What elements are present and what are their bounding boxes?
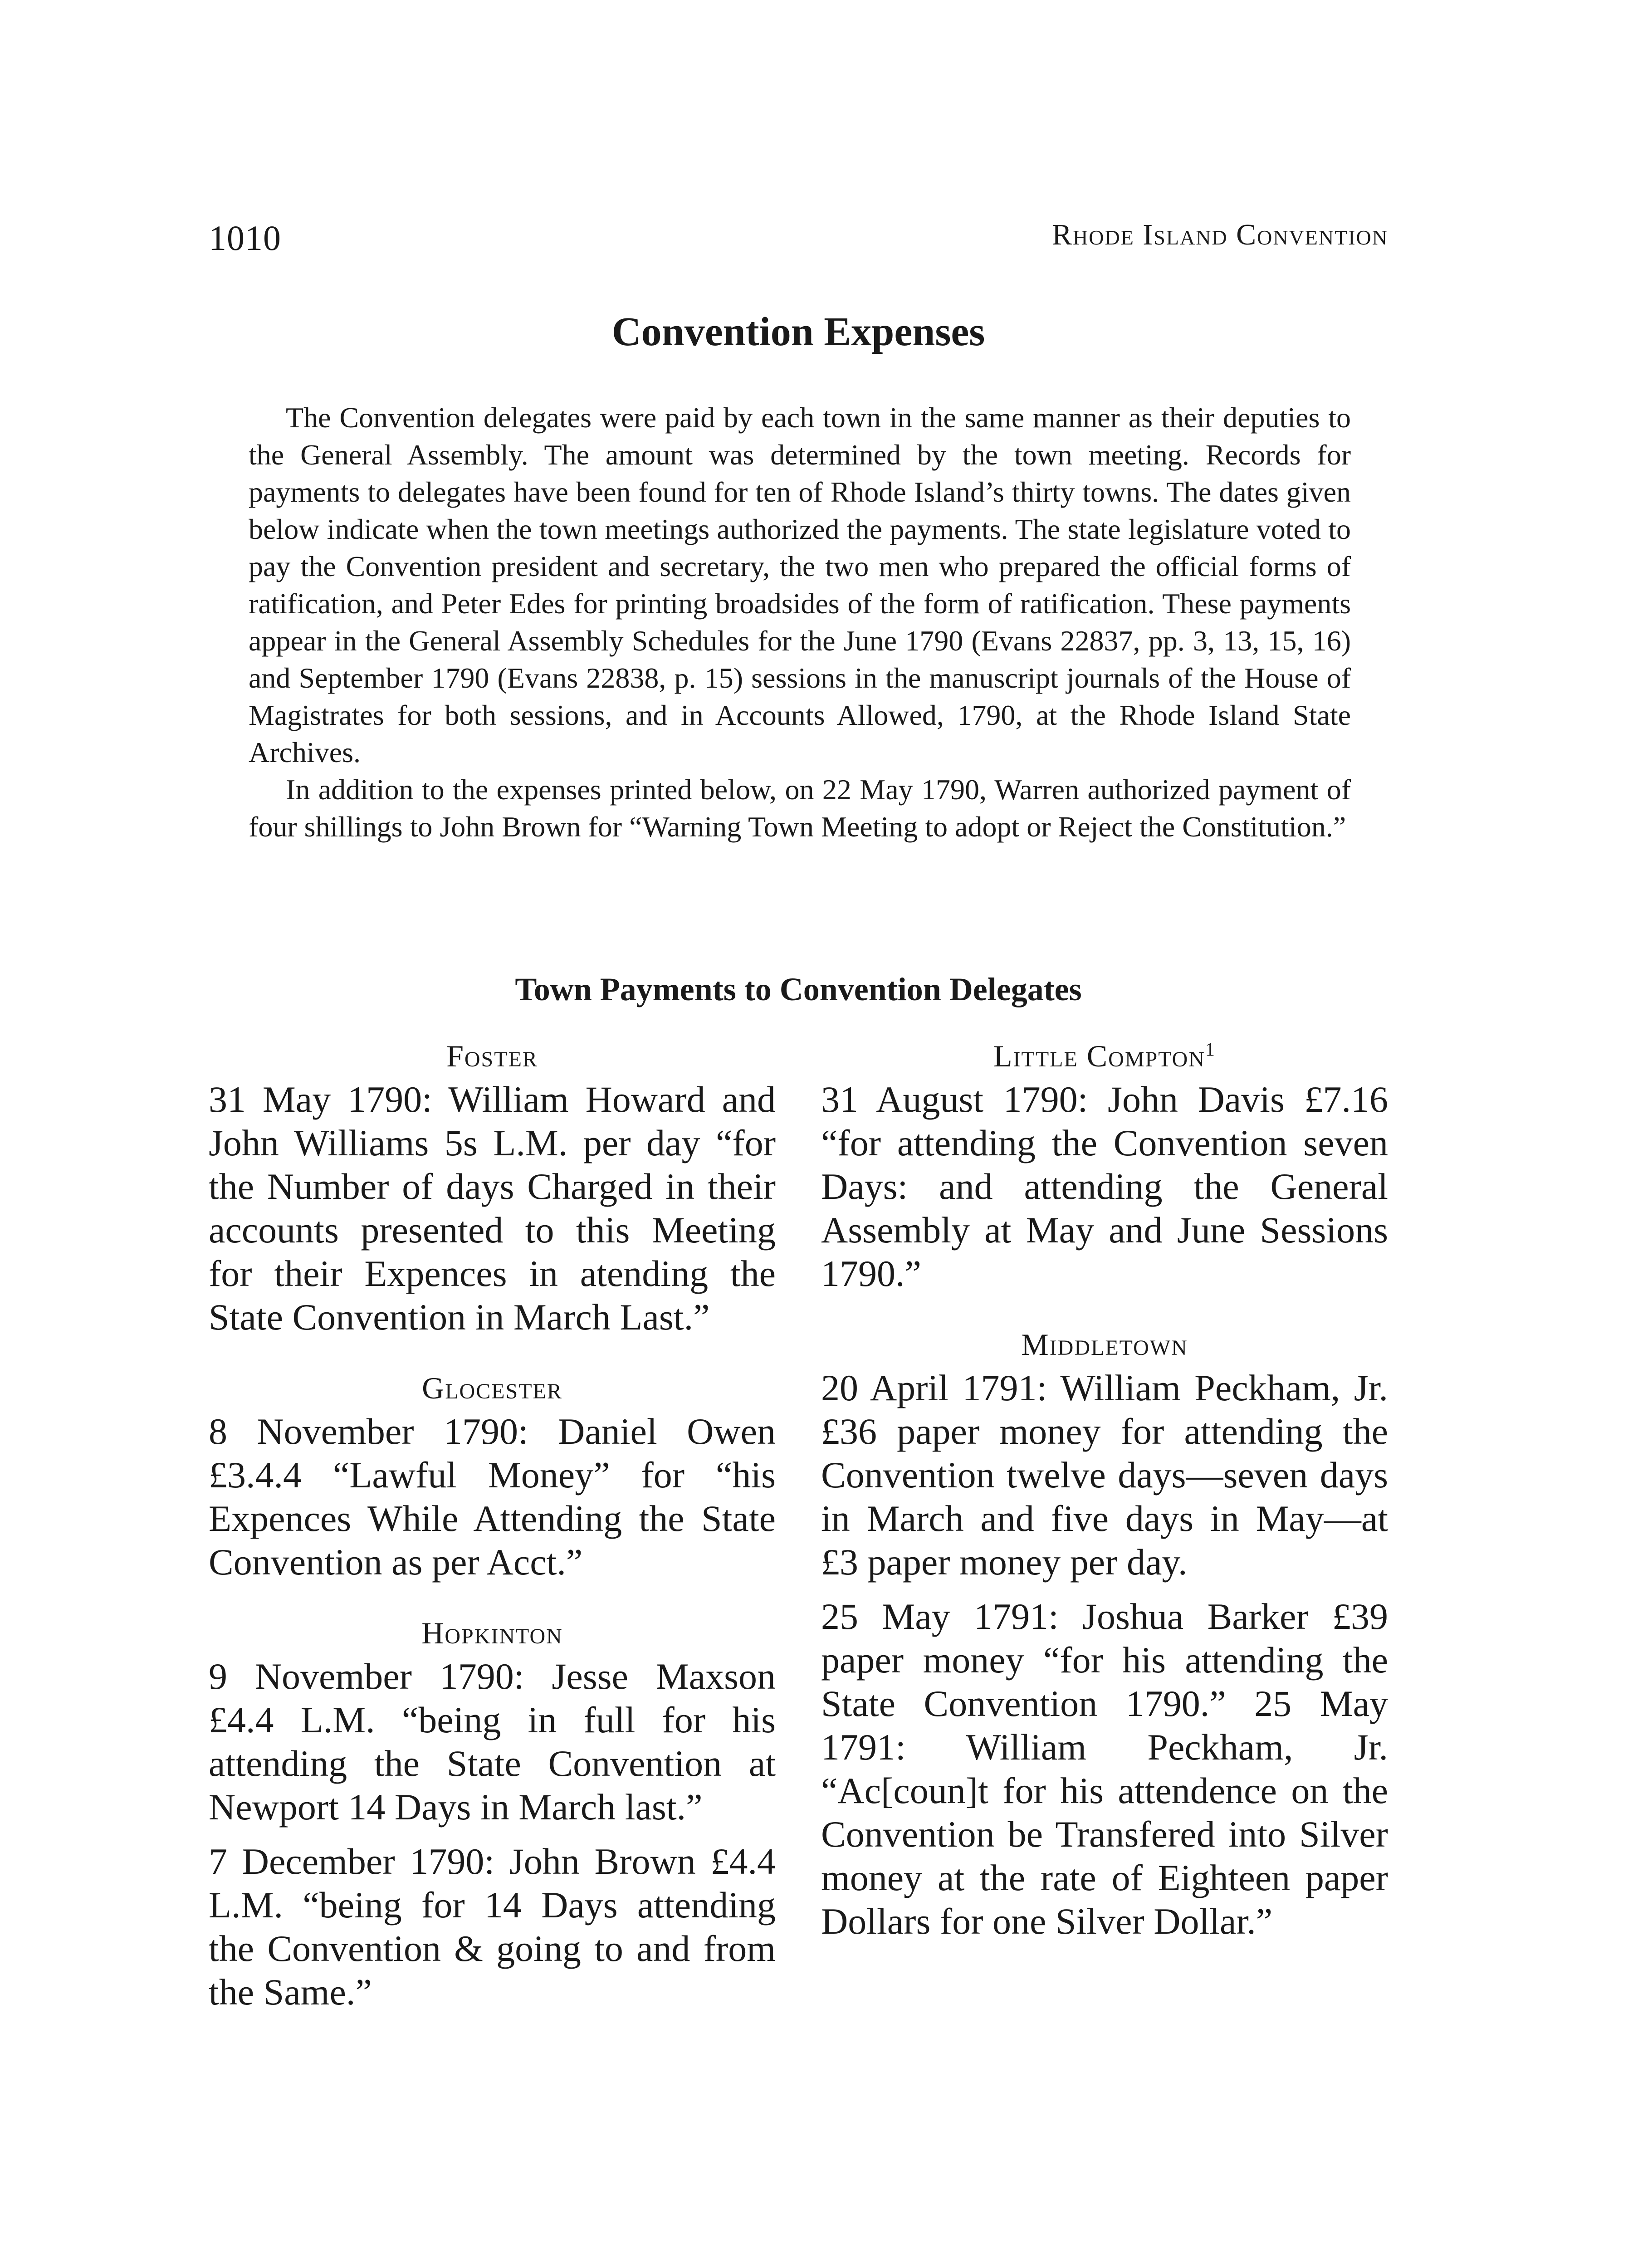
- town-heading-little-compton: [821, 1034, 1388, 1078]
- right-column: [821, 1034, 1388, 1954]
- payment-entry: 31 August 1790: John Davis £7.16 “for attending the Convention seven Days: and attending the General Assembly at May and June Sessions 1790.”: [821, 1079, 1388, 1294]
- intro-text: [249, 399, 1351, 846]
- payment-entry: 20 April 1791: William Peckham, Jr. £36 paper money for attending the Convention twelve days—seven days in March and five days in May—at £3 paper money per day.: [821, 1367, 1388, 1583]
- running-title: Rhode Island Convention: [1052, 218, 1388, 251]
- town-heading-foster: Foster: [446, 1039, 538, 1073]
- intro-paragraph: The Convention delegates were paid by each town in the same manner as their deputies to the General Assembly. The amount was determined by the town meeting. Records for payments to delegates have been found for ten of Rhode Island’s thirty towns. The dates given below indicate when the town meetings authorized the payments. The state legislature voted to pay the Convention president and secretary, the two men who prepared the official forms of ratification, and Peter Edes for printing broadsides of the form of ratification. These payments appear in the General Assembly Schedules for the June 1790 (Evans 22837, pp. 3, 13, 15, 16) and September 1790 (Evans 22838, p. 15) sessions in the manuscript journals of the House of Magistrates for both sessions, and in Accounts Allowed, 1790, at the Rhode Island State Archives.: [249, 401, 1351, 768]
- running-head: [209, 218, 1388, 259]
- subsection-title: Town Payments to Convention Delegates: [515, 971, 1082, 1007]
- town-name: Little Compton: [993, 1039, 1205, 1073]
- left-column: [209, 1034, 776, 2025]
- town-heading-glocester: Glocester: [422, 1371, 562, 1405]
- page-number: 1010: [209, 218, 281, 258]
- payment-entry: 7 December 1790: John Brown £4.4 L.M. “being for 14 Days attending the Convention & going to and from the Same.”: [209, 1841, 776, 2013]
- intro-paragraph: In addition to the expenses printed below, on 22 May 1790, Warren authorized payment of four shillings to John Brown for “Warning Town Meeting to adopt or Reject the Constitution.”: [249, 773, 1351, 843]
- payment-entry: 25 May 1791: Joshua Barker £39 paper money “for his attending the State Convention 1790.” 25 May 1791: William Peckham, Jr. “Ac[coun]t for his attendence on the Convention be Transfered into Silver money at the rate of Eighteen paper Dollars for one Silver Dollar.”: [821, 1596, 1388, 1942]
- footnote-marker[interactable]: 1: [1205, 1039, 1216, 1061]
- payment-entry: 9 November 1790: Jesse Maxson £4.4 L.M. “being in full for his attending the State Convention at Newport 14 Days in March last.”: [209, 1656, 776, 1828]
- town-heading-hopkinton: Hopkinton: [421, 1616, 563, 1650]
- town-heading-middletown: Middletown: [1021, 1327, 1188, 1362]
- payment-entry: 31 May 1790: William Howard and John Williams 5s L.M. per day “for the Number of days Charged in their accounts presented to this Meeting for their Expences in atending the State Convention in March Last.”: [209, 1079, 776, 1338]
- section-title: Convention Expenses: [611, 309, 985, 354]
- payment-entry: 8 November 1790: Daniel Owen £3.4.4 “Lawful Money” for “his Expences While Attending the State Convention as per Acct.”: [209, 1411, 776, 1583]
